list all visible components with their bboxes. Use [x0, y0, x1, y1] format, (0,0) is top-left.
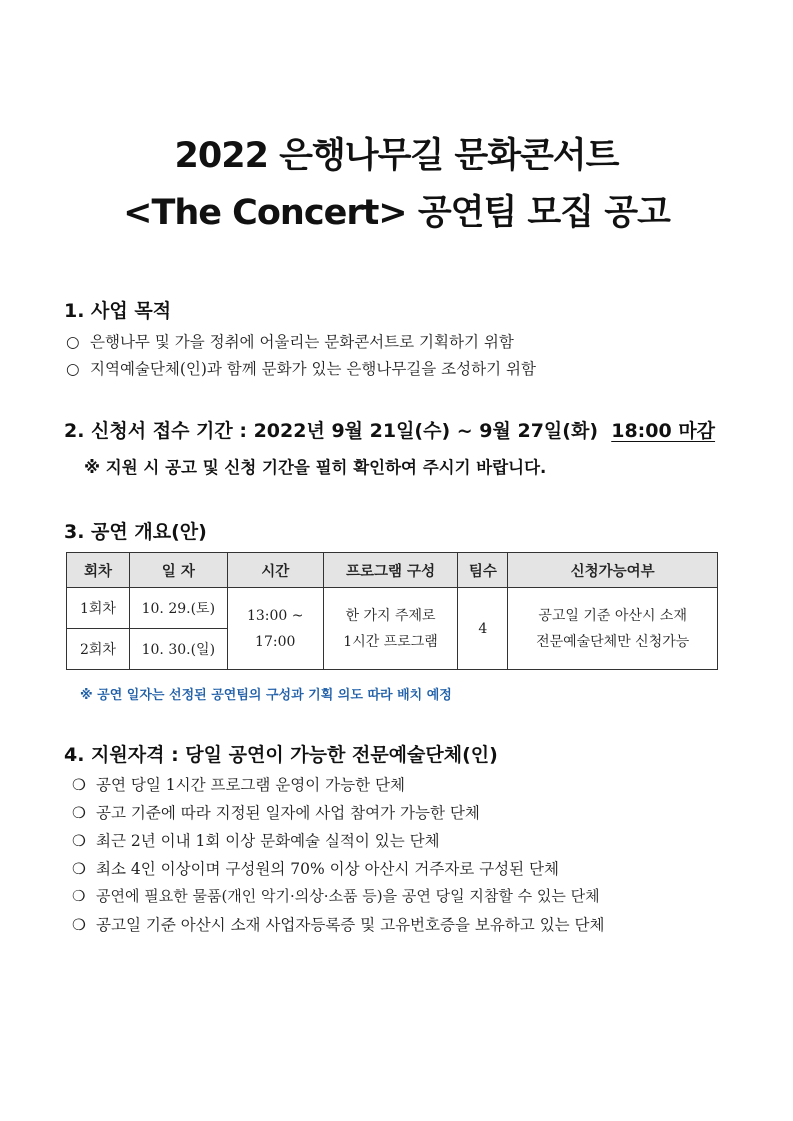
performance-overview-table — [66, 552, 718, 670]
eligibility-cell: 공고일 기준 아산시 소재 전문예술단체만 신청가능 — [508, 588, 718, 670]
circle-bullet-icon: ○ — [66, 333, 80, 351]
circle-bullet-icon: ❍ — [72, 776, 86, 794]
circle-bullet-icon: ❍ — [72, 832, 86, 850]
program-cell: 한 가지 주제로 1시간 프로그램 — [323, 588, 458, 670]
section2-note: ※ 지원 시 공고 및 신청 기간을 필히 확인하여 주시기 바랍니다. — [84, 458, 547, 477]
circle-bullet-icon: ❍ — [72, 860, 86, 878]
deadline-text: 18:00 마감 — [611, 420, 716, 442]
date-cell: 10. 30.(일) — [129, 629, 227, 670]
section4-heading: 4. 지원자격 : 당일 공연이 가능한 전문예술단체(인) — [64, 744, 498, 766]
table-header: 팀수 — [458, 553, 508, 588]
document-title-line1: 2022 은행나무길 문화콘서트 — [174, 136, 619, 176]
section4-item: ❍ 공고일 기준 아산시 소재 사업자등록증 및 고유번호증을 보유하고 있는 단체 — [72, 916, 605, 934]
table-header: 시간 — [227, 553, 323, 588]
table-row — [67, 588, 718, 629]
table-header: 회차 — [67, 553, 130, 588]
section4-item: ❍ 공고 기준에 따라 지정된 일자에 사업 참여가 가능한 단체 — [72, 804, 480, 822]
round-cell: 2회차 — [67, 629, 130, 670]
section1-item: ○ 지역예술단체(인)과 함께 문화가 있는 은행나무길을 조성하기 위함 — [66, 360, 536, 378]
table-header: 신청가능여부 — [508, 553, 718, 588]
document-title-line2: <The Concert> 공연팀 모집 공고 — [123, 193, 670, 233]
circle-bullet-icon: ○ — [66, 360, 80, 378]
time-cell: 13:00 ~ 17:00 — [227, 588, 323, 670]
section3-note: ※ 공연 일자는 선정된 공연팀의 구성과 기획 의도 따라 배치 예정 — [80, 688, 452, 703]
circle-bullet-icon: ❍ — [72, 887, 86, 905]
section3-heading: 3. 공연 개요(안) — [64, 521, 207, 543]
table-header: 일 자 — [129, 553, 227, 588]
round-cell: 1회차 — [67, 588, 130, 629]
circle-bullet-icon: ❍ — [72, 916, 86, 934]
section4-item: ❍ 공연 당일 1시간 프로그램 운영이 가능한 단체 — [72, 776, 405, 794]
section4-item: ❍ 최근 2년 이내 1회 이상 문화예술 실적이 있는 단체 — [72, 832, 440, 850]
section1-heading: 1. 사업 목적 — [64, 300, 172, 322]
section2-heading: 2. 신청서 접수 기간 : 2022년 9월 21일(수) ~ 9월 27일(화) 18:00 마감 — [64, 420, 716, 442]
circle-bullet-icon: ❍ — [72, 804, 86, 822]
section4-item: ❍ 최소 4인 이상이며 구성원의 70% 이상 아산시 거주자로 구성된 단체 — [72, 860, 559, 878]
date-cell: 10. 29.(토) — [129, 588, 227, 629]
teams-cell: 4 — [458, 588, 508, 670]
section4-item: ❍ 공연에 필요한 물품(개인 악기·의상·소품 등)을 공연 당일 지참할 수 있는 단체 — [72, 887, 600, 905]
table-header: 프로그램 구성 — [323, 553, 458, 588]
section1-item: ○ 은행나무 및 가을 정취에 어울리는 문화콘서트로 기획하기 위함 — [66, 333, 514, 351]
table-header-row — [67, 553, 718, 588]
